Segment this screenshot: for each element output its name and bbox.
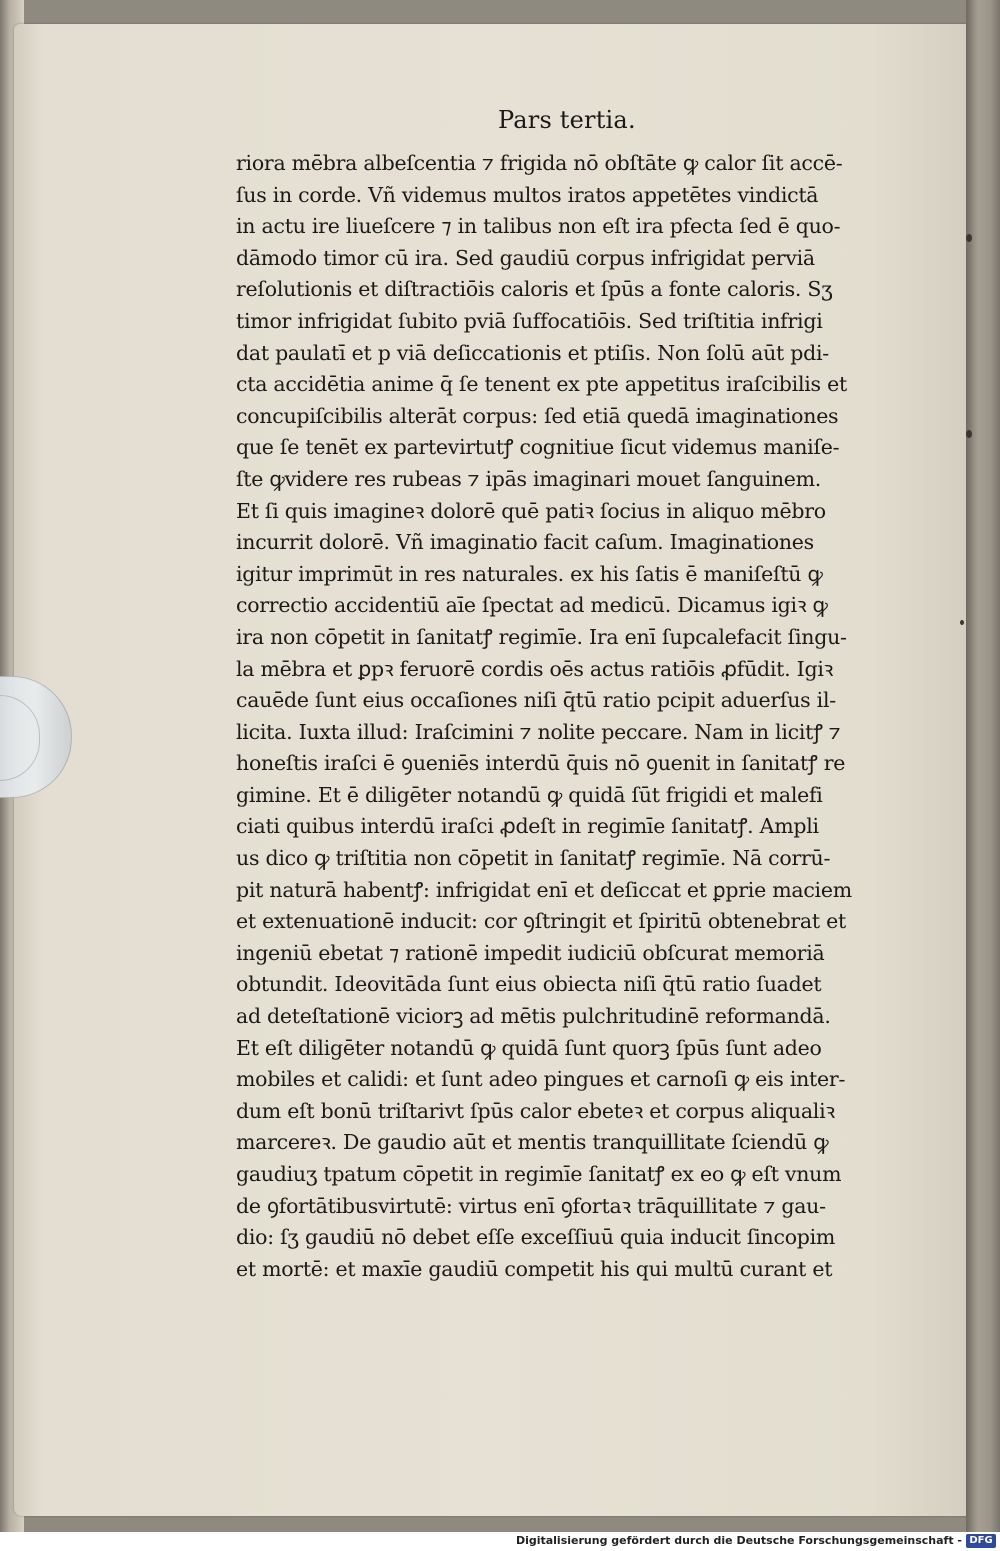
ink-speck <box>960 620 964 625</box>
text-line: ad deteſtationē viciorꝫ ad mētis pulchritudinē reformandā. <box>236 1004 831 1029</box>
text-line: riora mēbra albeſcentia ⁊ frigida nō obſtāte ꝙ calor ſit accē- <box>236 151 843 175</box>
page-clip-inner <box>0 695 40 781</box>
text-line: ſus in corde. Vñ videmus multos iratos appetētes vindictā <box>236 182 819 207</box>
text-line: la mēbra et ꝑpꝛ feruorē cordis oēs actus ratiōis ꝓfūdit. Igiꝛ <box>236 656 834 681</box>
book-right-edge <box>966 0 1000 1532</box>
text-line: obtundit. Ideovitāda ſunt eius obiecta niſi q̄tū ratio ſuadet <box>236 972 822 997</box>
text-line: timor infrigidat ſubito pviā ſuffocatiōis. Sed triſtitia infrigi <box>236 308 823 333</box>
text-line: licita. Iuxta illud: Iraſcimini ⁊ nolite peccare. Nam in licitꝭ ⁊ <box>236 719 841 744</box>
text-line: igitur imprimūt in res naturales. ex his ſatis ē maniſeſtū ꝙ <box>236 561 823 586</box>
running-header: Pars tertia. <box>498 106 636 134</box>
text-line: ciati quibus interdū iraſci ꝓdeſt in regimīe ſanitatꝭ. Ampli <box>236 814 819 839</box>
text-line: cauēde ſunt eius occaſiones niſi q̄tū ratio pcipit aduerſus il- <box>236 688 836 713</box>
text-line: concupiſcibilis alterāt corpus: ſed etiā quedā imaginationes <box>236 403 839 428</box>
text-line: honeſtis iraſci ē ꝯueniēs interdū q̄uis nō ꝯuenit in ſanitatꝭ re <box>236 751 846 776</box>
text-line: correctio accidentiū aīe ſpectat ad medicū. Dicamus igiꝛ ꝙ <box>236 593 828 618</box>
text-line: gaudiuʒ tpatum cōpetit in regimīe ſanitatꝭ ex eo ꝙ eſt vnum <box>236 1162 842 1186</box>
text-line: cta accidētia anime q̄ ſe tenent ex pte appetitus iraſcibilis et <box>236 372 847 397</box>
text-line: ſte ꝙvidere res rubeas ⁊ ipās imaginari mouet ſanguinem. <box>236 466 822 491</box>
text-line: incurrit dolorē. Vñ imaginatio facit caſum. Imaginationes <box>236 530 814 555</box>
text-line: mobiles et calidi: et ſunt adeo pingues et carnoſi ꝙ eis inter- <box>236 1067 846 1092</box>
text-line: dum eſt bonū triſtarivt ſpūs calor ebeteꝛ et corpus aliqualiꝛ <box>236 1098 835 1123</box>
text-line: reſolutionis et diſtractiōis caloris et ſpūs a fonte caloris. Sʒ <box>236 277 833 302</box>
text-line: ira non cōpetit in ſanitatꝭ regimīe. Ira enī ſupcalefacit ſingu- <box>236 624 847 649</box>
ink-speck <box>966 234 972 242</box>
ink-speck <box>966 430 972 438</box>
text-line: in actu ire liueſcere ⁊ in talibus non eſt ira pfecta ſed ē quo- <box>236 214 841 239</box>
funding-credit: Digitalisierung gefördert durch die Deutsche Forschungsgemeinschaft - <box>515 1534 962 1547</box>
text-line: Et eſt diligēter notandū ꝙ quidā ſunt quorꝫ ſpūs ſunt adeo <box>236 1035 822 1060</box>
text-line: marcereꝛ. De gaudio aūt et mentis tranquillitate ſciendū ꝙ <box>236 1130 829 1155</box>
text-line: dat paulatī et p viā deſiccationis et ptiſis. Non ſolū aūt pdi- <box>236 340 829 365</box>
body-text <box>236 148 886 1285</box>
dfg-logo: DFG <box>966 1534 996 1548</box>
text-line: gimine. Et ē diligēter notandū ꝙ quidā ſūt frigidi et malefi <box>236 782 823 807</box>
text-line: Et ſi quis imagineꝛ dolorē quē patiꝛ ſocius in aliquo mēbro <box>236 498 826 523</box>
text-line: us dico ꝙ triſtitia non cōpetit in ſanitatꝭ regimīe. Nā corrū- <box>236 846 831 871</box>
text-line: que ſe tenēt ex partevirtutꝭ cognitiue ſicut videmus maniſe- <box>236 435 840 460</box>
text-line: dāmodo timor cū ira. Sed gaudiū corpus infrigidat perviā <box>236 245 815 270</box>
text-line: pit naturā habentꝭ: infrigidat enī et deſiccat et ꝑprie maciem <box>236 877 852 902</box>
text-line: et mortē: et maxīe gaudiū competit his qui multū curant et <box>236 1256 833 1281</box>
text-line: et extenuationē inducit: cor ꝯſtringit et ſpiritū obtenebrat et <box>236 909 846 934</box>
text-line: dio: ſʒ gaudiū nō debet eſſe exceſſiuū quia inducit ſincopim <box>236 1225 836 1250</box>
text-line: ingeniū ebetat ⁊ rationē impedit iudiciū obſcurat memoriā <box>236 940 825 965</box>
footer-bar <box>0 1532 1000 1551</box>
text-line: de ꝯfortātibusvirtutē: virtus enī ꝯfortaꝛ trāquillitate ⁊ gau- <box>236 1193 826 1218</box>
